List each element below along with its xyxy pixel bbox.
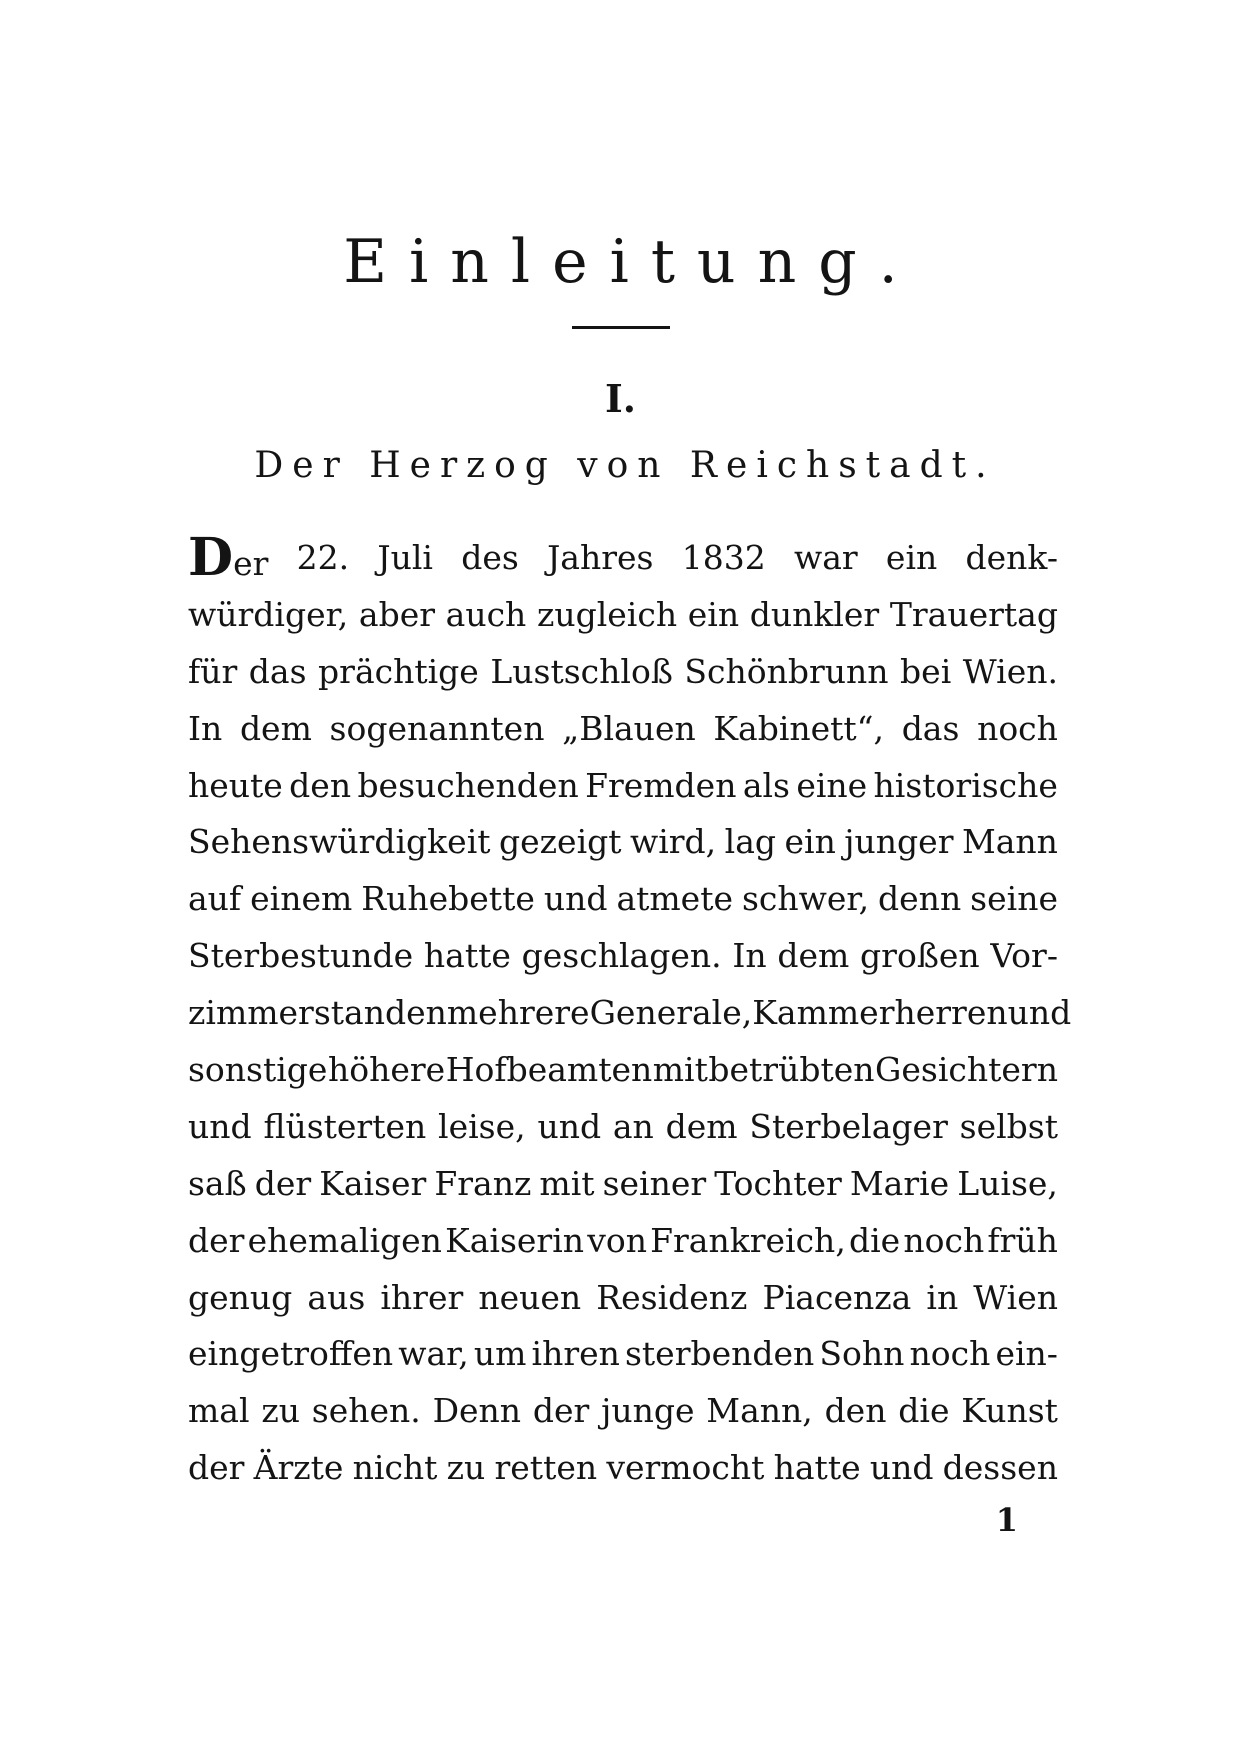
body-word: junge	[601, 1391, 695, 1431]
body-word: gezeigt	[499, 822, 622, 862]
body-word: einem	[250, 879, 353, 919]
body-word: für	[188, 651, 238, 691]
body-word: seiner	[602, 1163, 707, 1203]
body-word: ehemaligen	[247, 1220, 442, 1260]
body-line	[188, 814, 1058, 871]
body-word: noch	[977, 708, 1058, 748]
body-word: an	[612, 1106, 654, 1146]
chapter-title: Einleitung.	[343, 227, 920, 297]
body-word: ihrer	[380, 1277, 464, 1317]
body-word: genug	[188, 1277, 293, 1317]
body-line	[188, 1156, 1058, 1213]
page-number: 1	[995, 1501, 1018, 1539]
body-word: aus	[307, 1277, 366, 1317]
body-word: standen	[313, 993, 447, 1033]
body-word: betrübten	[708, 1050, 875, 1090]
body-word: in	[926, 1277, 959, 1317]
body-word: eingetroffen	[188, 1334, 394, 1374]
body-word: 22.	[296, 538, 350, 577]
body-word: Generale,	[589, 993, 753, 1033]
body-word: flüsterten	[263, 1106, 427, 1146]
body-word: Mann,	[706, 1391, 813, 1431]
drop-initial: D	[188, 527, 234, 588]
body-word: Mann	[961, 822, 1058, 862]
body-word: Ärzte	[253, 1448, 344, 1488]
body-word: von	[587, 1220, 647, 1260]
body-word: Fremden	[585, 765, 737, 805]
body-line	[188, 527, 1058, 588]
body-word: Ruhebette	[361, 879, 535, 919]
body-line	[188, 1042, 1058, 1099]
body-word: der	[188, 1220, 245, 1260]
body-line	[188, 1213, 1058, 1270]
body-line	[188, 587, 1058, 644]
body-word: Marie	[849, 1163, 950, 1203]
body-word: neuen	[478, 1277, 582, 1317]
body-word: und	[1007, 993, 1072, 1033]
body-line	[188, 701, 1058, 758]
body-word: Gesichtern	[875, 1050, 1058, 1090]
body-word: dem	[777, 936, 850, 976]
body-word: hatte	[773, 1448, 861, 1488]
body-word: Trauertag	[889, 594, 1058, 634]
body-word: ein	[784, 822, 836, 862]
body-word: Sterbestunde	[188, 936, 414, 976]
body-word: war,	[398, 1334, 469, 1374]
body-word: geschlagen.	[521, 936, 722, 976]
body-word: der	[532, 1391, 590, 1431]
body-word: Residenz	[596, 1277, 748, 1317]
body-word: Franz	[434, 1163, 532, 1203]
body-word: sterbenden	[624, 1334, 815, 1374]
body-word: schwer,	[741, 879, 870, 919]
section-number: I.	[604, 376, 636, 421]
body-word: mit	[539, 1163, 595, 1203]
body-word: „Blauen	[562, 708, 696, 748]
body-word: bei	[900, 651, 952, 691]
body-line	[188, 644, 1058, 701]
body-word: Kaiserin	[445, 1220, 585, 1260]
body-line	[188, 985, 1072, 1042]
body-line	[188, 1383, 1058, 1440]
body-word: dem	[665, 1106, 738, 1146]
body-word: um	[473, 1334, 527, 1374]
body-word: zugleich	[536, 594, 678, 634]
body-word: Wien	[973, 1277, 1058, 1317]
body-word: historische	[873, 765, 1058, 805]
body-word: denk-	[965, 538, 1058, 577]
body-word: Denn	[432, 1391, 522, 1431]
body-word: Luise,	[957, 1163, 1058, 1203]
body-word: heute	[188, 765, 283, 805]
body-word: denn	[878, 879, 962, 919]
body-word: Schönbrunn	[684, 651, 889, 691]
body-word: Piacenza	[762, 1277, 912, 1317]
body-word: großen	[860, 936, 980, 976]
body-word: saß	[188, 1163, 247, 1203]
body-word: das	[248, 651, 307, 691]
body-word: ein-	[995, 1334, 1058, 1374]
body-word: selbst	[959, 1106, 1058, 1146]
body-line	[188, 758, 1058, 815]
body-word: zimmer	[188, 993, 314, 1033]
section-title: Der Herzog von Reichstadt.	[254, 445, 996, 486]
body-word: Hofbeamten	[445, 1050, 653, 1090]
body-word: das	[901, 708, 960, 748]
body-word: Jahres	[547, 538, 654, 577]
body-word: ein	[885, 538, 938, 577]
body-word: mit	[652, 1050, 708, 1090]
body-word: aber	[358, 594, 435, 634]
body-word: leise,	[438, 1106, 526, 1146]
body-word: Der	[188, 527, 269, 588]
body-word: Vor-	[990, 936, 1058, 976]
body-word: zu	[261, 1391, 300, 1431]
body-word: auch	[445, 594, 527, 634]
body-word: auf	[188, 879, 242, 919]
body-line	[188, 1270, 1058, 1327]
body-word: besuchenden	[357, 765, 579, 805]
body-line	[188, 928, 1058, 985]
body-word: früh	[987, 1220, 1058, 1260]
body-word: Juli	[377, 538, 433, 577]
body-word: Kunst	[961, 1391, 1058, 1431]
body-word: lag	[724, 822, 777, 862]
body-word: den	[289, 765, 352, 805]
body-word: Kammerherren	[752, 993, 1008, 1033]
body-text	[188, 527, 1072, 1497]
body-word: und	[188, 1106, 252, 1146]
body-word: sehen.	[311, 1391, 421, 1431]
body-word: In	[732, 936, 767, 976]
body-line	[188, 1440, 1058, 1497]
body-word: die	[898, 1391, 950, 1431]
body-line	[188, 871, 1058, 928]
body-word: höhere	[327, 1050, 446, 1090]
body-word: Sterbelager	[749, 1106, 948, 1146]
body-word: Sehenswürdigkeit	[188, 822, 491, 862]
body-word: In	[188, 708, 223, 748]
body-word: würdiger,	[188, 594, 349, 634]
body-word: der	[188, 1448, 245, 1488]
body-word: war	[793, 538, 858, 577]
body-word: und	[543, 879, 608, 919]
body-word: noch	[909, 1334, 991, 1374]
body-word: der	[254, 1163, 312, 1203]
body-word: Kaiser	[319, 1163, 427, 1203]
body-word: prächtige	[318, 651, 479, 691]
body-word: mal	[188, 1391, 250, 1431]
body-word: und	[869, 1448, 934, 1488]
body-word: Sohn	[819, 1334, 905, 1374]
body-word: seine	[970, 879, 1058, 919]
body-word: zu	[446, 1448, 486, 1488]
body-word: 1832	[681, 538, 766, 577]
body-word: noch	[903, 1220, 985, 1260]
body-word: und	[537, 1106, 602, 1146]
body-word: ihren	[531, 1334, 620, 1374]
body-word: Tochter	[714, 1163, 842, 1203]
body-word: dunkler	[749, 594, 880, 634]
body-word: hatte	[423, 936, 511, 976]
body-word: ein	[687, 594, 740, 634]
body-word: den	[824, 1391, 887, 1431]
body-word: des	[461, 538, 519, 577]
body-word: Wien.	[962, 651, 1058, 691]
body-word: Lustschloß	[490, 651, 673, 691]
body-word: wird,	[629, 822, 717, 862]
body-word: Frankreich,	[650, 1220, 846, 1260]
body-word: mehrere	[446, 993, 590, 1033]
body-word: die	[848, 1220, 901, 1260]
body-word: retten	[494, 1448, 598, 1488]
body-word: als	[742, 765, 790, 805]
body-word: sonstige	[188, 1050, 328, 1090]
body-word: junger	[844, 822, 954, 862]
body-word: sogenannten	[329, 708, 545, 748]
body-word: dem	[239, 708, 312, 748]
body-word: eine	[796, 765, 868, 805]
title-divider	[572, 326, 670, 329]
body-word: vermocht	[606, 1448, 765, 1488]
body-word: Kabinett“,	[713, 708, 885, 748]
body-word: atmete	[616, 879, 733, 919]
body-line	[188, 1099, 1058, 1156]
body-word: dessen	[942, 1448, 1058, 1488]
body-word: nicht	[352, 1448, 438, 1488]
body-line	[188, 1326, 1058, 1383]
